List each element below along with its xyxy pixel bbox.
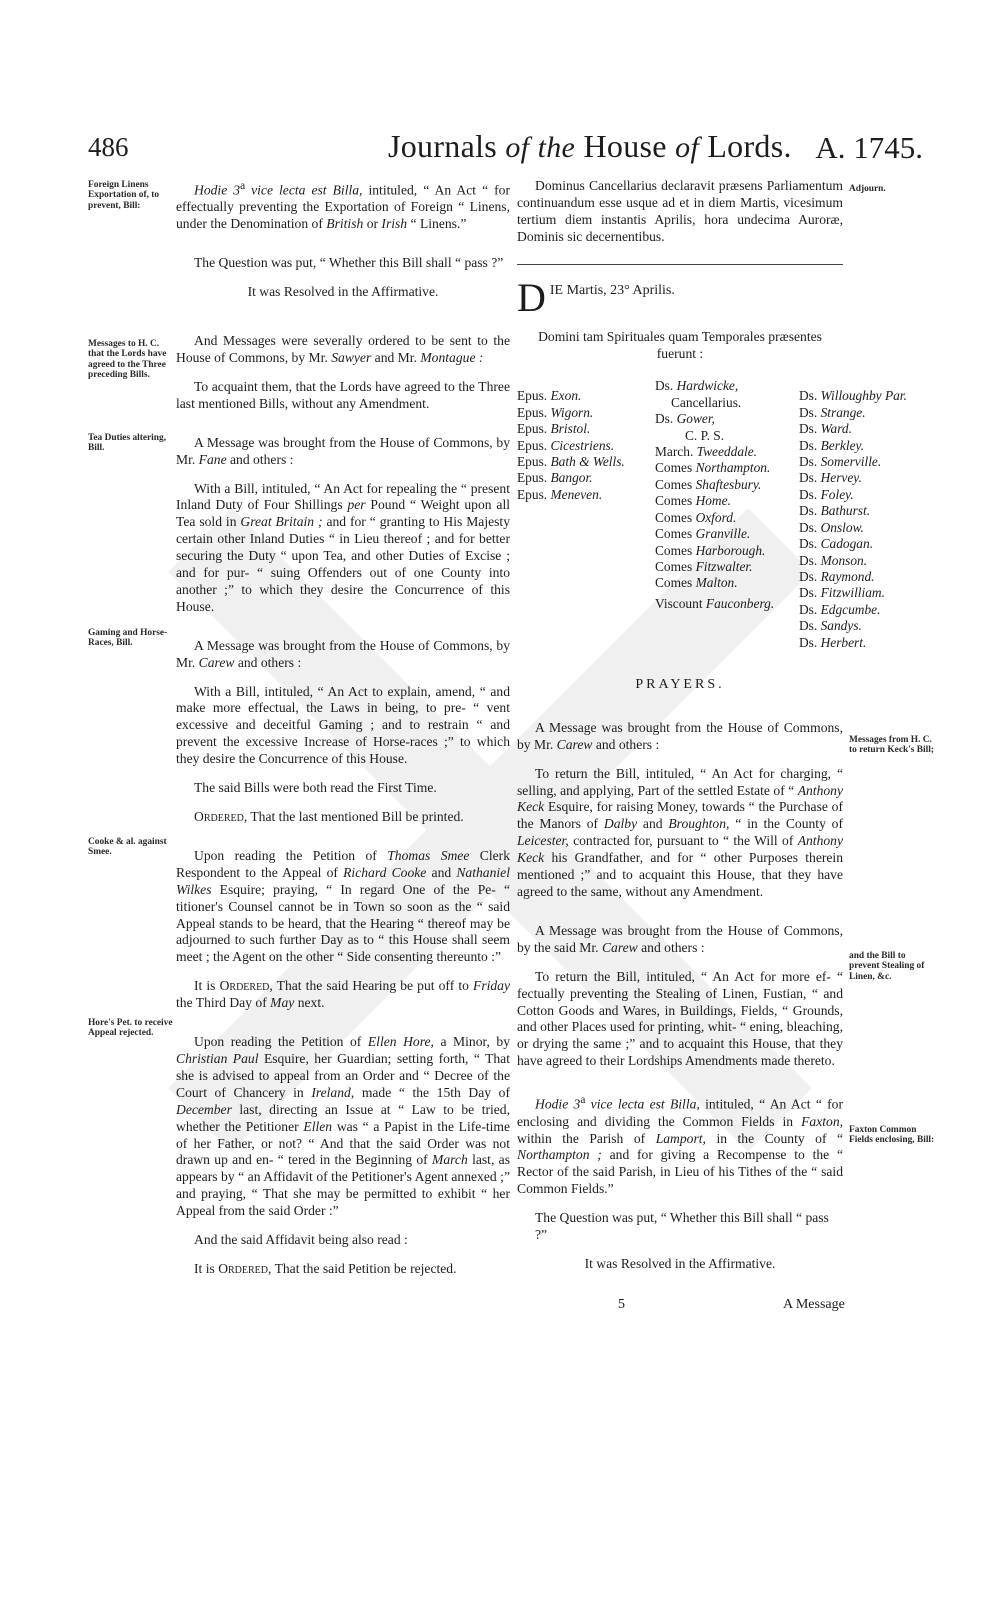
officer-entry: Ds. Hardwicke, — [655, 378, 739, 394]
paragraph-question-faxton: The Question was put, “ Whether this Bill shall “ pass ?” — [535, 1210, 829, 1243]
paragraph-petition-rejected: It is Ordered, That the said Petition be rejected. — [194, 1260, 457, 1276]
paragraph-message-fane: A Message was brought from the House of Commons, by Mr. Fane and others : — [176, 434, 510, 467]
baron-entry: Ds. Hervey. — [799, 470, 862, 486]
paragraph-keck-bill: To return the Bill, intituled, “ An Act for charging, “ selling, and applying, Part of the settled Estate of “ Anthony Keck Esquire, for raising Money, towards “ the Purchase of the Manors of Dalby and Broughton, “ in the County of Leicester, contracted for, pursuant to “ the Will of Anthony Keck his Grandfather, and for “ other Purposes therein mentioned ;” and to acquaint this House, that they have agreed to the same, without any Amendment. — [517, 765, 844, 899]
baron-entry: Ds. Cadogan. — [799, 536, 874, 552]
page-header — [88, 128, 923, 180]
bishop-entry: Epus. Bath & Wells. — [517, 454, 625, 470]
bishop-entry: Epus. Bangor. — [517, 470, 593, 486]
viscount-entry: Viscount Fauconberg. — [655, 595, 775, 611]
officers-earls-list — [655, 378, 789, 651]
margin-note-stealing-linen: and the Bill to prevent Stealing of Linen, &c. — [849, 951, 925, 982]
earl-entry: Comes Fitzwalter. — [655, 558, 753, 574]
year: A. 1745. — [815, 130, 923, 165]
officer-title: C. P. S. — [685, 427, 725, 443]
earl-entry: Comes Harborough. — [655, 542, 766, 558]
paragraph-message-carew-keck: A Message was brought from the House of Commons, by Mr. Carew and others : — [517, 719, 843, 752]
drop-cap: D — [517, 274, 546, 320]
earl-entry: Comes Malton. — [655, 575, 738, 591]
baron-entry: Ds. Raymond. — [799, 568, 875, 584]
present-heading: Domini tam Spirituales quam Temporales præsentes fuerunt : — [538, 328, 822, 361]
marquess-entry: March. Tweeddale. — [655, 444, 758, 460]
margin-note-gaming: Gaming and Horse-Races, Bill. — [88, 628, 168, 649]
paragraph-message-carew: A Message was brought from the House of Commons, by Mr. Carew and others : — [176, 637, 510, 670]
margin-note-cooke: Cooke & al. against Smee. — [88, 837, 167, 858]
earl-entry: Comes Granville. — [655, 526, 751, 542]
left-column — [176, 178, 510, 1290]
paragraph-hearing-put-off: It is Ordered, That the said Hearing be put off to Friday the Third Day of May next. — [176, 978, 511, 1011]
paragraph-question: The Question was put, “ Whether this Bill shall “ pass ?” — [194, 255, 504, 271]
section-divider — [517, 264, 843, 265]
paragraph-adjournment: Dominus Cancellarius declaravit præsens Parliamentum continuandum esse usque ad et in diem Martis, vicesimum tertium diem instantis Aprilis, hora undecima Auroræ, Dominis sic decernentibus. — [517, 178, 843, 244]
bishop-entry: Epus. Wigorn. — [517, 404, 594, 420]
paragraph-resolved-faxton: It was Resolved in the Affirmative. — [584, 1255, 776, 1271]
paragraph-messages-ordered: And Messages were severally ordered to be sent to the House of Commons, by Mr. Sawyer and Mr. Montague : — [176, 333, 510, 365]
paragraph-linen-bill: To return the Bill, intituled, “ An Act for more ef- “ fectually preventing the Stealing of Linen, Fustian, “ and Cotton Goods and Wares, in Buildings, Fields, “ Grounds, and other Places used for printing, whit- “ ening, bleaching, or drying the same ;” and to acquaint this House, that they have agreed to their Lordships Amendments made thereto. — [517, 968, 843, 1069]
baron-entry: Ds. Ward. — [799, 421, 852, 437]
officer-entry: Ds. Gower, — [655, 411, 715, 427]
margin-note-faxton: Faxton Common Fields enclosing, Bill: — [849, 1125, 935, 1146]
paragraph-faxton-bill: Hodie 3$^a$ vice lecta est Billa, intituled, “ An Act “ for enclosing and dividing the Common Fields in Faxton, within the Parish of Lamport, in the County of “ Northampton ; and for giving a Recompense to the “ Rector of the said Parish, in Lieu of his Tithes of the “ said Common Fields.” — [517, 1094, 844, 1197]
paragraph-ordered-printed: Ordered, That the last mentioned Bill be printed. — [194, 809, 464, 824]
margin-note-adjourn: Adjourn. — [849, 184, 886, 194]
paragraph-gaming-bill: With a Bill, intituled, “ An Act to explain, amend, “ and make more effectual, the Laws in being, to pre- “ vent excessive and deceitful Gaming ; and to restrain “ and prevent the excessive Increase of Horse-races ;” to which they desire the Concurrence of this House. — [176, 683, 510, 767]
baron-entry: Ds. Berkley. — [799, 437, 865, 453]
bishops-list — [517, 378, 645, 651]
baron-entry: Ds. Herbert. — [799, 634, 867, 650]
earl-entry: Comes Oxford. — [655, 509, 737, 525]
margin-note-hore: Hore's Pet. to receive Appeal rejected. — [88, 1018, 173, 1039]
paragraph-hore-petition: Upon reading the Petition of Ellen Hore, a Minor, by Christian Paul Esquire, her Guardian; setting forth, “ That she is advised to appeal from an Order and “ Decree of the Court of Chancery in Ireland, made “ the 15th Day of December last, directing an Issue at “ Law to be tried, whether the Petitioner Ellen was “ a Papist in the Life-time of her Father, or not? “ And that the said Order was not drawn up and en- “ tered in the Beginning of March last, as appears by “ an Affidavit of the Petitioner's Agent annexed ;” and praying, “ That she may be permitted to exhibit “ her Appeal from the said Order :” — [176, 1034, 511, 1219]
paragraph-message-carew-linen: A Message was brought from the House of Commons, by the said Mr. Carew and others : — [517, 922, 843, 955]
paragraph-resolved: It was Resolved in the Affirmative. — [247, 284, 439, 300]
paragraph-first-time: The said Bills were both read the First Time. — [194, 780, 437, 796]
signature-mark: 5 — [618, 1297, 625, 1312]
catchword: A Message — [783, 1297, 845, 1312]
page-number: 486 — [88, 132, 129, 162]
bishop-entry: Epus. Meneven. — [517, 486, 603, 502]
baron-entry: Ds. Willoughby Par. — [799, 388, 907, 404]
baron-entry: Ds. Monson. — [799, 552, 868, 568]
earl-entry: Comes Home. — [655, 493, 731, 509]
baron-entry: Ds. Edgcumbe. — [799, 601, 881, 617]
date-heading: D IE Martis, 23° Aprilis. — [517, 274, 675, 320]
baron-entry: Ds. Fitzwilliam. — [799, 585, 885, 601]
baron-entry: Ds. Foley. — [799, 486, 854, 502]
earl-entry: Comes Shaftesbury. — [655, 476, 762, 492]
margin-note-messages-to-hc: Messages to H. C. that the Lords have agreed to the Three preceding Bills. — [88, 339, 167, 380]
barons-list — [799, 378, 935, 651]
officer-title: Cancellarius. — [671, 394, 742, 410]
prayers-heading: PRAYERS. — [635, 676, 725, 692]
lords-present-list — [517, 378, 935, 651]
paragraph-tea-bill: With a Bill, intituled, “ An Act for repealing the “ present Inland Duty of Four Shillings per Pound “ Weight upon all Tea sold in Great Britain ; and for “ granting to His Majesty certain other Inland Duties “ in Lieu thereof ; and for better securing the Duty “ upon Tea, and other Duties of Excise ; and for pur- “ suing Offenders out of one County into another ;” to which they desire the Concurrence of this House. — [176, 480, 510, 614]
baron-entry: Ds. Strange. — [799, 404, 866, 420]
paragraph-acquaint: To acquaint them, that the Lords have agreed to the Three last mentioned Bills, without any Amendment. — [176, 378, 510, 411]
baron-entry: Ds. Sandys. — [799, 618, 862, 634]
baron-entry: Ds. Somerville. — [799, 454, 882, 470]
margin-note-messages-from-hc: Messages from H. C. to return Keck's Bill; — [849, 735, 934, 756]
baron-entry: Ds. Onslow. — [799, 519, 864, 535]
earl-entry: Comes Northampton. — [655, 460, 771, 476]
paragraph-affidavit-read: And the said Affidavit being also read : — [194, 1232, 408, 1248]
baron-entry: Ds. Bathurst. — [799, 503, 871, 519]
margin-note-foreign-linens: Foreign Linens Exportation of, to prevent, Bill: — [88, 180, 160, 211]
paragraph-smee-petition: Upon reading the Petition of Thomas Smee Clerk Respondent to the Appeal of Richard Cooke and Nathaniel Wilkes Esquire; praying, “ In regard One of the Pe- “ titioner's Counsel cannot be in Town so soon as the “ said Appeal stands to be heard, that the Hearing “ thereof may be adjourned to such further Day as to “ this House shall seem meet ; the Agent on the other “ Side consenting thereunto :” — [176, 847, 510, 965]
margin-note-tea-duties: Tea Duties altering, Bill. — [88, 433, 167, 454]
paragraph-foreign-linens-bill: Hodie 3$^a$ vice lecta est Billa, intituled, “ An Act “ for effectually preventing the Exportation of Foreign “ Linens, under the Denomination of British or Irish “ Linens.” — [176, 180, 511, 232]
journal-title: Journals of the House of Lords. — [388, 128, 792, 164]
bishop-entry: Epus. Exon. — [517, 388, 582, 404]
bishop-entry: Epus. Bristol. — [517, 421, 591, 437]
bishop-entry: Epus. Cicestriens. — [517, 437, 615, 453]
